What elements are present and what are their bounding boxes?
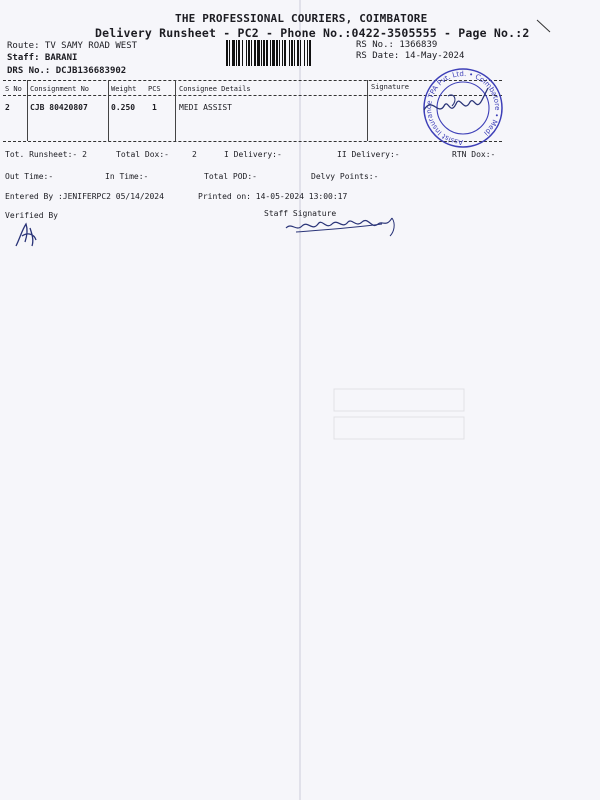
row-sno: 2	[5, 103, 10, 112]
stamp-text: Assist Insurance TPA Pvt. Ltd. • Coimbatore • Medi	[425, 69, 502, 147]
col-header-consignment: Consignment No	[30, 85, 90, 93]
staff-label: Staff: BARANI	[7, 53, 78, 63]
row-consignee: MEDI ASSIST	[179, 103, 232, 112]
col-header-pcs: PCS	[148, 85, 161, 93]
ii-delivery: II Delivery:-	[337, 150, 400, 159]
pen-mark	[535, 18, 555, 36]
rtn-dox: RTN Dox:-	[452, 150, 496, 159]
col-sep	[108, 80, 109, 141]
col-header-signature: Signature	[371, 83, 409, 91]
tot-runsheet: Tot. Runsheet:- 2	[5, 150, 87, 159]
staff-signature-label: Staff Signature	[264, 209, 337, 218]
runsheet-subtitle: Delivery Runsheet - PC2 - Phone No.:0422-3505555 - Page No.:2	[95, 26, 530, 40]
company-title: THE PROFESSIONAL COURIERS, COIMBATORE	[175, 12, 428, 25]
col-sep	[367, 80, 368, 141]
company-stamp	[414, 66, 512, 150]
col-sep	[175, 80, 176, 141]
total-pod: Total POD:-	[204, 172, 257, 181]
out-time: Out Time:-	[5, 172, 54, 181]
i-delivery: I Delivery:-	[224, 150, 282, 159]
verified-by-label: Verified By	[5, 211, 58, 220]
col-sep	[27, 80, 28, 141]
total-dox-label: Total Dox:-	[116, 150, 169, 159]
verified-signature	[12, 220, 42, 250]
total-dox-value: 2	[192, 150, 197, 159]
in-time: In Time:-	[105, 172, 149, 181]
printed-on: Printed on: 14-05-2024 13:00:17	[198, 192, 348, 201]
rs-number: RS No.: 1366839	[356, 40, 438, 50]
delvy-points: Delvy Points:-	[311, 172, 379, 181]
col-header-weight: Weight	[111, 85, 137, 93]
rs-date: RS Date: 14-May-2024	[356, 51, 465, 61]
staff-signature	[282, 210, 412, 242]
entered-by: Entered By :JENIFERPC2 05/14/2024	[5, 192, 164, 201]
row-pcs: 1	[152, 103, 157, 112]
row-consignment-no: CJB 80420807	[30, 103, 88, 112]
scan-fold-line	[299, 0, 301, 800]
col-header-sno: S No	[5, 85, 22, 93]
barcode	[226, 40, 352, 66]
col-header-consignee: Consignee Details	[179, 85, 251, 93]
route-label: Route: TV SAMY ROAD WEST	[7, 41, 138, 51]
row-weight: 0.250	[111, 103, 136, 112]
drs-number: DRS No.: DCJB136683902	[7, 66, 127, 76]
bleed-through-mark	[330, 385, 470, 445]
